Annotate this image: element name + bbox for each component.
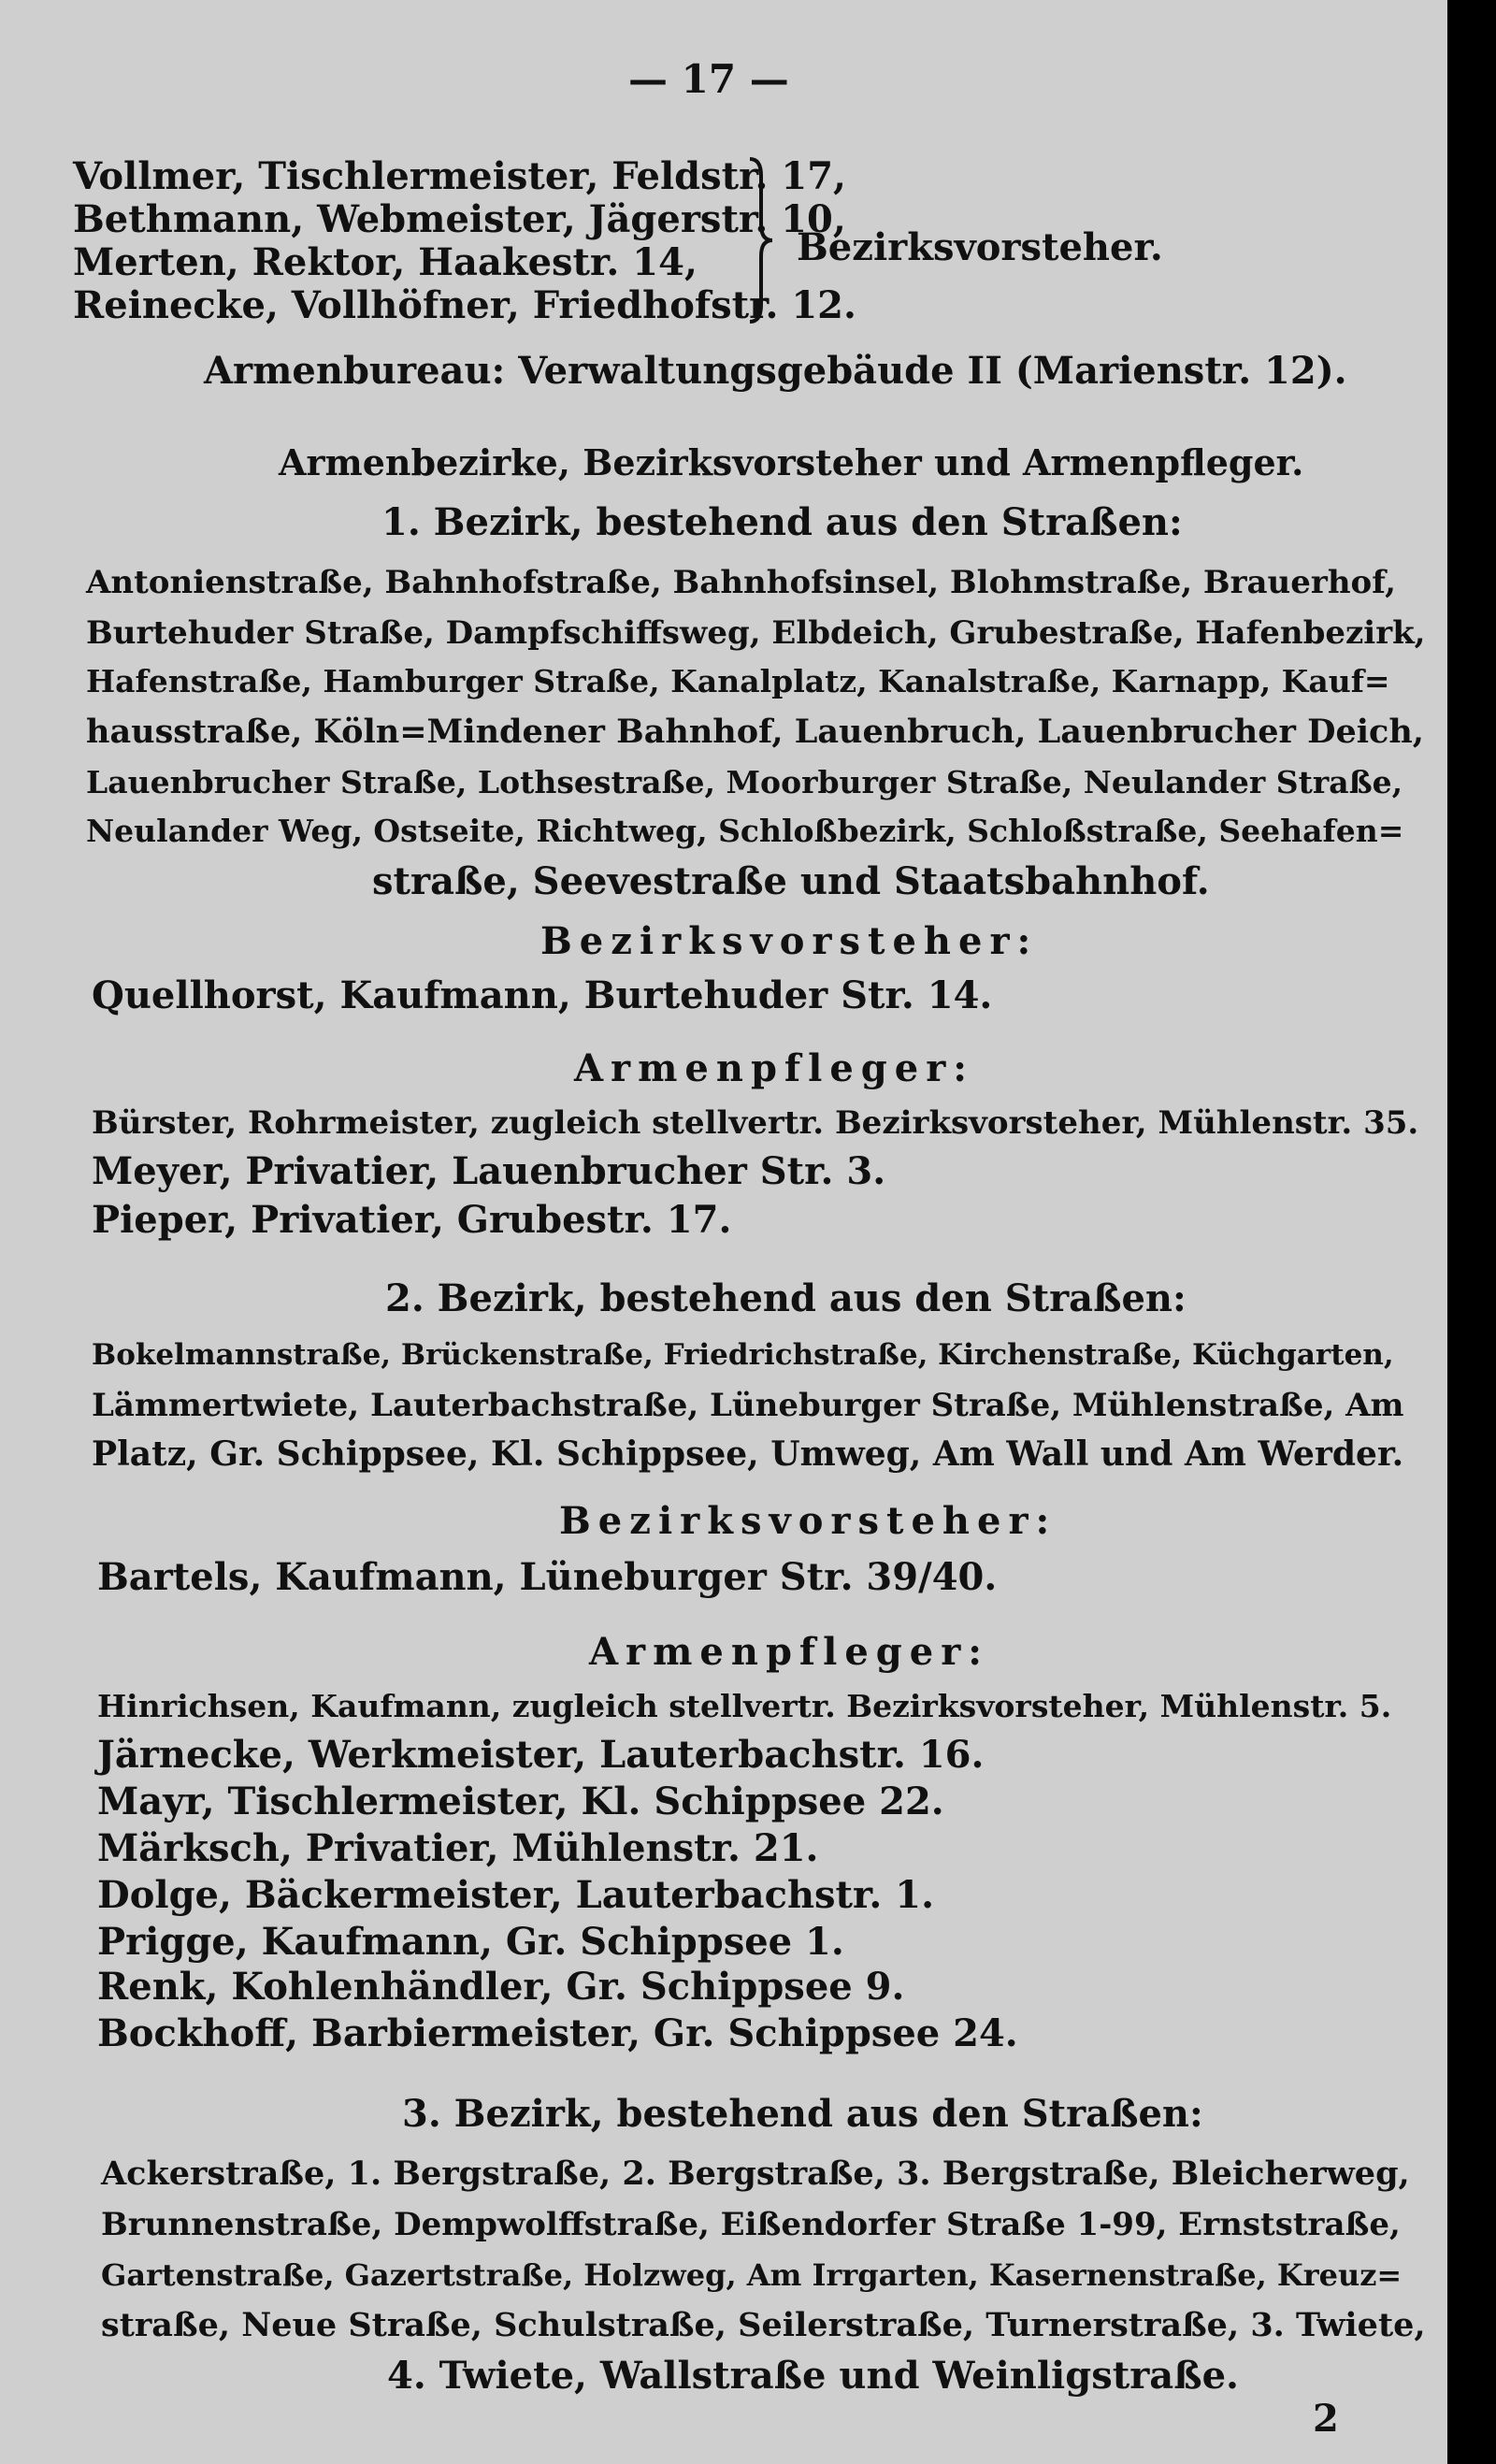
- scan-edge: [1447, 0, 1496, 2464]
- vorsteher-entry: Bartels, Kaufmann, Lüneburger Str. 39/40.: [97, 1555, 998, 1599]
- pfleger-entry: Meyer, Privatier, Lauenbrucher Str. 3.: [92, 1149, 886, 1193]
- pfleger-entry: Bürster, Rohrmeister, zugleich stellvertr. Bezirksvorsteher, Mühlenstr. 35.: [92, 1104, 1419, 1142]
- vorsteher-label: Bezirksvorsteher:: [559, 1499, 1057, 1543]
- pfleger-entry: Hinrichsen, Kaufmann, zugleich stellvertr. Bezirksvorsteher, Mühlenstr. 5.: [97, 1688, 1392, 1724]
- street-line: Ackerstraße, 1. Bergstraße, 2. Bergstraße, 3. Bergstraße, Bleicherweg,: [101, 2154, 1410, 2193]
- pfleger-label: Armenpfleger:: [589, 1630, 990, 1674]
- street-line: Gartenstraße, Gazertstraße, Holzweg, Am Irrgarten, Kasernenstraße, Kreuz=: [101, 2257, 1402, 2293]
- pfleger-entry: Bockhoff, Barbiermeister, Gr. Schippsee 24.: [97, 2011, 1018, 2055]
- street-line: straße, Neue Straße, Schulstraße, Seilerstraße, Turnerstraße, 3. Twiete,: [101, 2306, 1426, 2344]
- street-line: Bokelmannstraße, Brückenstraße, Friedrichstraße, Kirchenstraße, Küchgarten,: [92, 1338, 1394, 1372]
- street-line: Lämmertwiete, Lauterbachstraße, Lüneburger Straße, Mühlenstraße, Am: [92, 1387, 1404, 1424]
- street-line: Antonienstraße, Bahnhofstraße, Bahnhofsinsel, Blohmstraße, Brauerhof,: [86, 564, 1396, 601]
- street-line: Lauenbrucher Straße, Lothsestraße, Moorburger Straße, Neulander Straße,: [86, 764, 1403, 800]
- pfleger-label: Armenpfleger:: [574, 1046, 975, 1090]
- street-line: Neulander Weg, Ostseite, Richtweg, Schloßbezirk, Schloßstraße, Seehafen=: [86, 813, 1404, 849]
- pfleger-entry: Dolge, Bäckermeister, Lauterbachstr. 1.: [97, 1873, 935, 1917]
- curly-brace-icon: [746, 157, 774, 324]
- pfleger-entry: Mayr, Tischlermeister, Kl. Schippsee 22.: [97, 1780, 944, 1823]
- street-line: Brunnenstraße, Dempwolffstraße, Eißendorfer Straße 1-99, Ernststraße,: [101, 2206, 1401, 2243]
- council-member: Merten, Rektor, Haakestr. 14,: [73, 240, 698, 284]
- vorsteher-entry: Quellhorst, Kaufmann, Burtehuder Str. 14.: [92, 973, 993, 1017]
- council-member: Bethmann, Webmeister, Jägerstr. 10,: [73, 197, 846, 241]
- pfleger-entry: Märksch, Privatier, Mühlenstr. 21.: [97, 1826, 819, 1870]
- armenbureau-line: Armenbureau: Verwaltungsgebäude II (Marienstr. 12).: [204, 349, 1347, 393]
- page-number: — 17 —: [628, 56, 789, 102]
- council-member: Reinecke, Vollhöfner, Friedhofstr. 12.: [73, 283, 856, 327]
- signature-mark: 2: [1313, 2397, 1339, 2441]
- vorsteher-label: Bezirksvorsteher:: [540, 919, 1039, 963]
- street-line: hausstraße, Köln=Mindener Bahnhof, Lauenbruch, Lauenbrucher Deich,: [86, 713, 1424, 751]
- street-line: straße, Seevestraße und Staatsbahnhof.: [372, 859, 1210, 903]
- street-line: 4. Twiete, Wallstraße und Weinligstraße.: [387, 2354, 1239, 2398]
- district-title: 2. Bezirk, bestehend aus den Straßen:: [385, 1276, 1187, 1320]
- pfleger-entry: Prigge, Kaufmann, Gr. Schippsee 1.: [97, 1920, 844, 1964]
- district-title: 1. Bezirk, bestehend aus den Straßen:: [381, 500, 1183, 544]
- street-line: Burtehuder Straße, Dampfschiffsweg, Elbdeich, Grubestraße, Hafenbezirk,: [86, 614, 1426, 652]
- district-title: 3. Bezirk, bestehend aus den Straßen:: [402, 2092, 1203, 2136]
- pfleger-entry: Järnecke, Werkmeister, Lauterbachstr. 16.: [97, 1733, 985, 1777]
- street-line: Platz, Gr. Schippsee, Kl. Schippsee, Umweg, Am Wall und Am Werder.: [92, 1434, 1404, 1474]
- street-line: Hafenstraße, Hamburger Straße, Kanalplatz, Kanalstraße, Karnapp, Kauf=: [86, 663, 1390, 699]
- council-member: Vollmer, Tischlermeister, Feldstr. 17,: [73, 154, 846, 198]
- pfleger-entry: Pieper, Privatier, Grubestr. 17.: [92, 1198, 732, 1242]
- pfleger-entry: Renk, Kohlenhändler, Gr. Schippsee 9.: [97, 1965, 905, 2009]
- council-role: Bezirksvorsteher.: [797, 225, 1163, 269]
- section-title: Armenbezirke, Bezirksvorsteher und Armenpfleger.: [279, 441, 1304, 483]
